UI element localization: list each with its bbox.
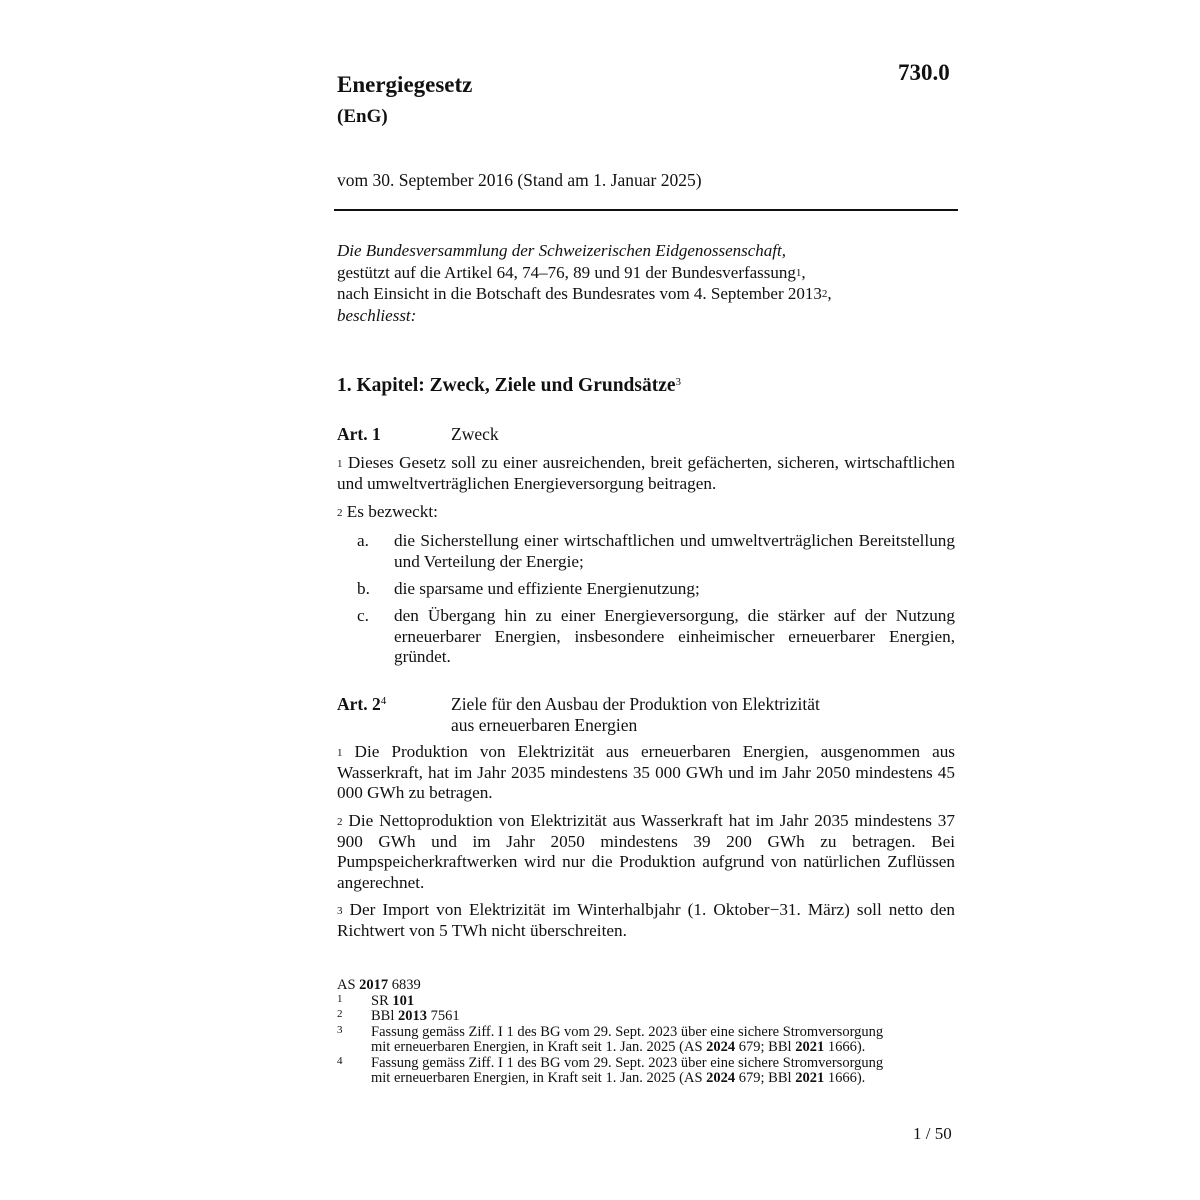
preamble-basis: gestützt auf die Artikel 64, 74–76, 89 und 91 der Bundesverfassung$^1$,: [337, 262, 806, 282]
article-1-heading: [337, 424, 957, 446]
preamble: [337, 240, 832, 326]
article-2-heading: [337, 694, 957, 738]
footnotes: [337, 978, 957, 1087]
footnote-4: 4 Fassung gemäss Ziff. I 1 des BG vom 29. Sept. 2023 über eine sichere Stromversorgung mit erneuerbaren Energien, in Kraft seit 1. Jan. 2025 (AS 2024 679; BBl 2021 1666).: [337, 1054, 884, 1086]
footnote-ref[interactable]: 3: [675, 376, 682, 388]
law-abbreviation: (EnG): [337, 106, 388, 127]
article-2-paragraph-3: $^3$ Der Import von Elektrizität im Winterhalbjahr (1. Oktober−31. März) soll netto den Richtwert von 5 TWh nicht überschreiten.: [337, 900, 955, 940]
law-title: Energiegesetz: [337, 72, 473, 97]
footnote-ref[interactable]: 2: [821, 288, 828, 300]
official-collection-ref: AS 2017 6839: [337, 977, 421, 993]
footnote-ref[interactable]: 4: [380, 695, 387, 707]
preamble-resolves: beschliesst:: [337, 305, 417, 325]
footnote-ref[interactable]: 1: [795, 266, 802, 279]
footnote-3: 3 Fassung gemäss Ziff. I 1 des BG vom 29. Sept. 2023 über eine sichere Stromversorgung mit erneuerbaren Energien, in Kraft seit 1. Jan. 2025 (AS 2024 679; BBl 2021 1666).: [337, 1023, 884, 1055]
article-title: Zweck: [451, 424, 499, 444]
preamble-issuer: Die Bundesversammlung der Schweizerischen Eidgenossenschaft,: [337, 241, 786, 260]
date-line: vom 30. September 2016 (Stand am 1. Januar 2025): [337, 170, 702, 190]
chapter-heading: 1. Kapitel: Zweck, Ziele und Grundsätze$^3$: [337, 375, 682, 396]
header-divider: [334, 209, 958, 211]
article-2-paragraph-1: $^1$ Die Produktion von Elektrizität aus erneuerbaren Energien, ausgenommen aus Wasserkraft, hat im Jahr 2035 mindestens 35 000 GWh und im Jahr 2050 mindestens 45 000 GWh zu betragen.: [337, 742, 955, 802]
article-1-paragraph-2: $^2$ Es bezweckt:: [337, 502, 438, 521]
preamble-message: nach Einsicht in die Botschaft des Bundesrates vom 4. September 2013$^2$,: [337, 284, 832, 303]
article-number: Art. 2$^4$: [337, 694, 387, 714]
article-2-paragraph-2: $^2$ Die Nettoproduktion von Elektrizität aus Wasserkraft hat im Jahr 2035 mindestens 37 900 GWh und im Jahr 2050 mindestens 39 200 GWh zu betragen. Bei Pumpspeicherkraftwerken wird nur die Produktion aufgrund von natürlichen Zuflüssen angerechnet.: [337, 811, 955, 892]
article-number: Art. 1: [337, 424, 381, 444]
article-title: Ziele für den Ausbau der Produktion von Elektrizität aus erneuerbaren Energien: [451, 694, 820, 735]
article-1-paragraph-1: $^1$ Dieses Gesetz soll zu einer ausreichenden, breit gefächerten, sicheren, wirtschaftlichen und umweltverträglichen Energieversorgung beitragen.: [337, 453, 955, 493]
footnote-2: 2 BBl 2013 7561: [337, 1008, 460, 1024]
sr-number: 730.0: [898, 60, 950, 85]
page-number: 1 / 50: [913, 1124, 952, 1143]
footnote-1: 1 SR 101: [337, 992, 415, 1009]
